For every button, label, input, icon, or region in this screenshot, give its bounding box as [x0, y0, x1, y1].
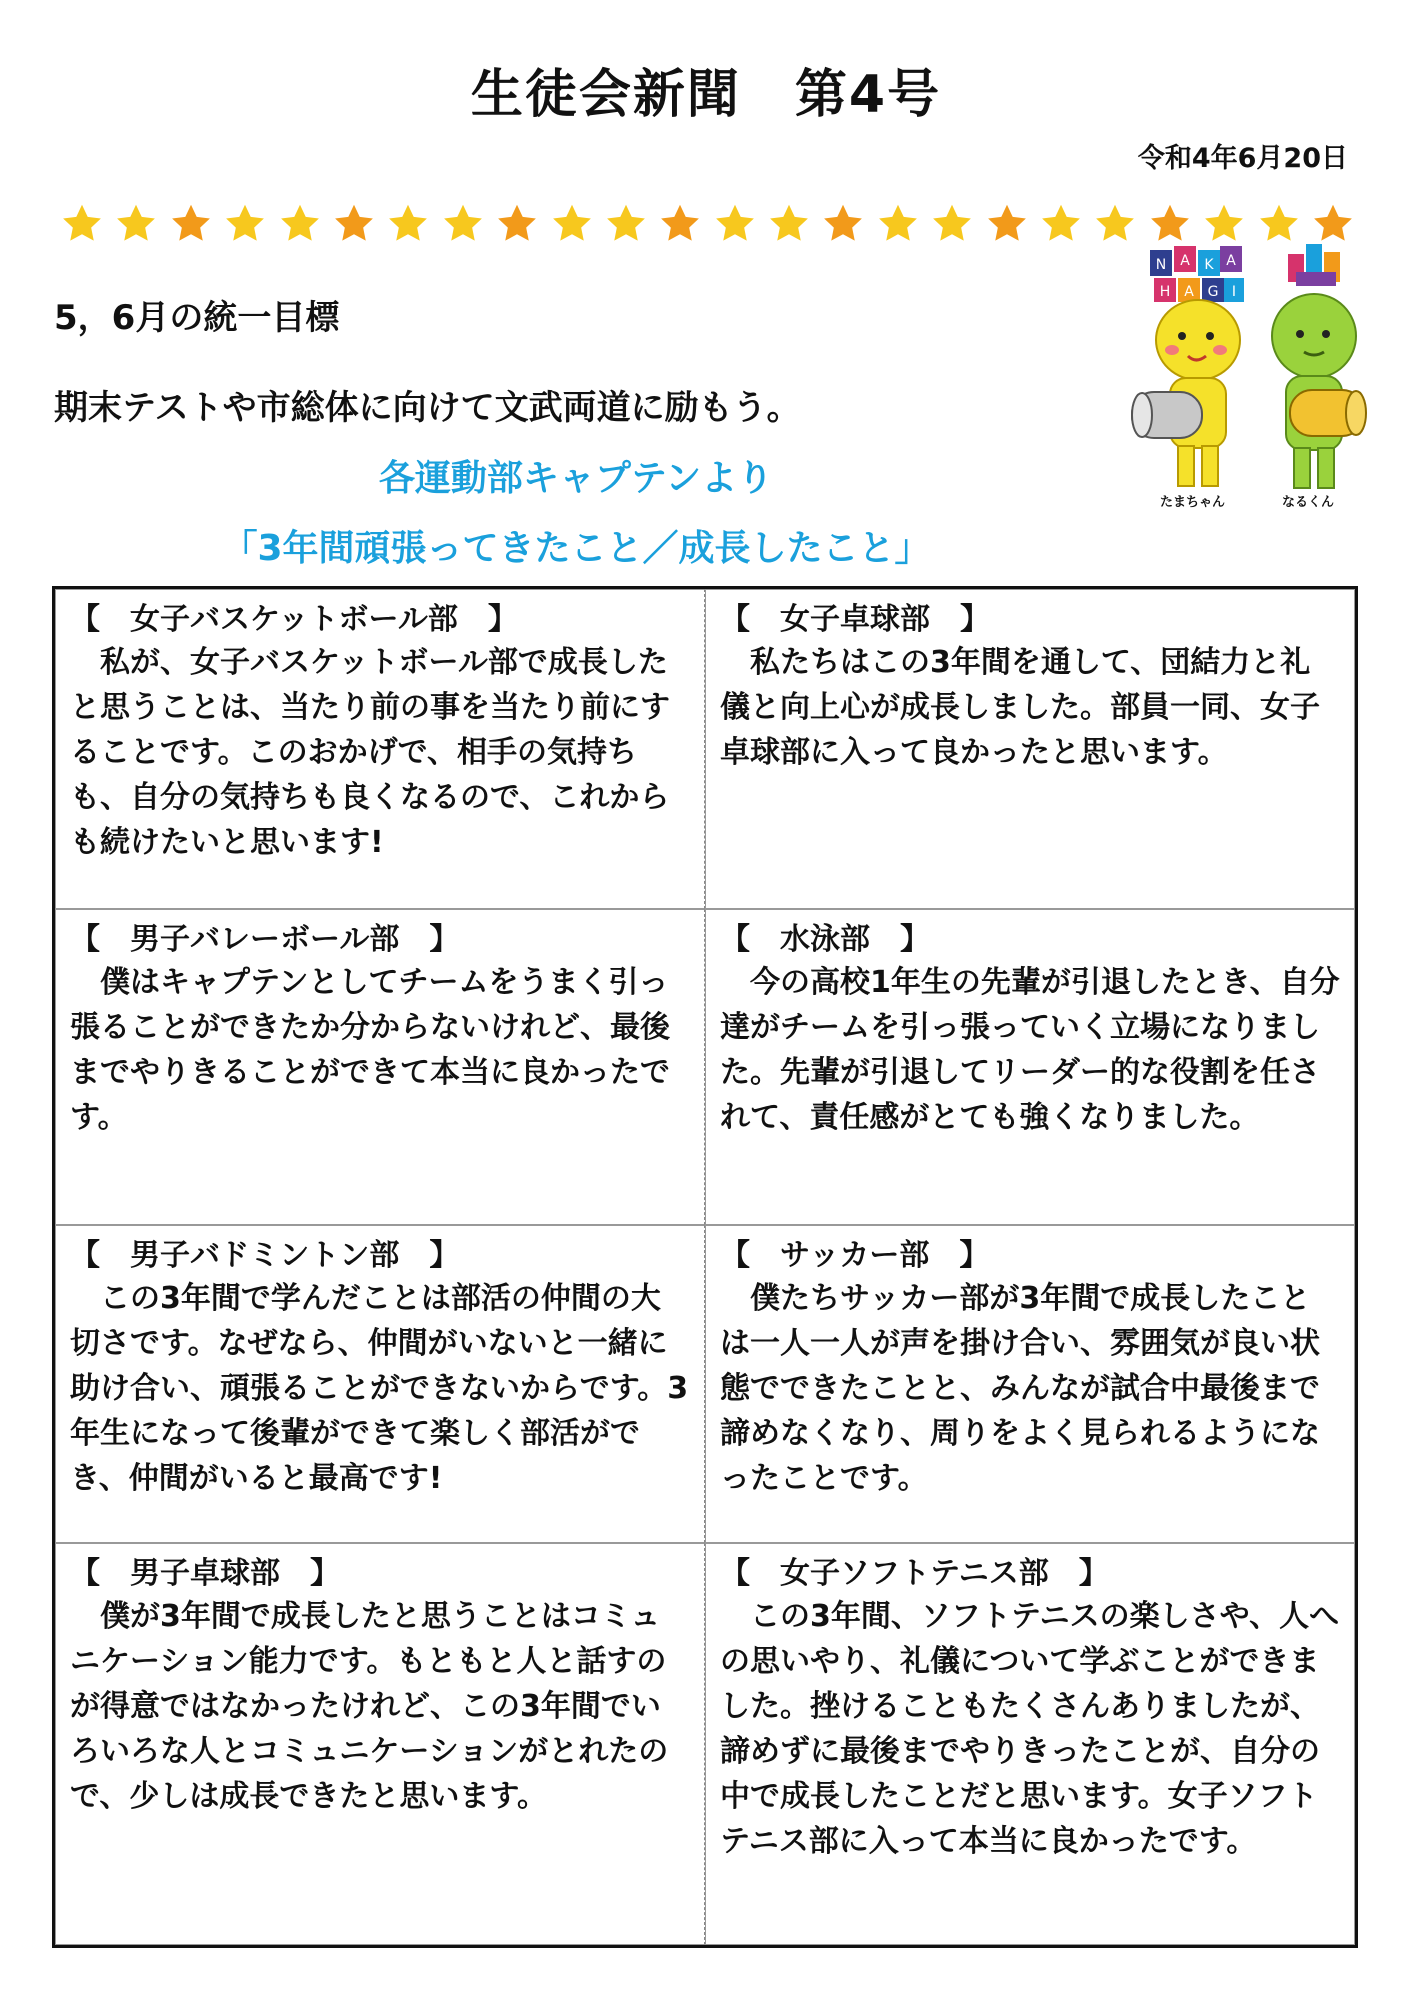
club-title: 【 サッカー部 】 [720, 1238, 990, 1273]
club-message: この3年間、ソフトテニスの楽しさや、人への思いやり、礼儀について学ぶことができました。挫けることもたくさんありましたが、諦めずに最後までやりきったことが、自分の中で成長したことだと思います。女子ソフトテニス部に入って本当に良かったです。 [720, 1599, 1340, 1859]
club-message: 僕たちサッカー部が3年間で成長したことは一人一人が声を掛け合い、雰囲気が良い状態でできたことと、みんなが試合中最後まで諦めなくなり、周りをよく見られるようになったことです。 [720, 1281, 1320, 1496]
club-message: 私が、女子バスケットボール部で成長したと思うことは、当たり前の事を当たり前にすることです。このおかげで、相手の気持ちも、自分の気持ちも良くなるので、これからも続けたいと思います! [70, 645, 670, 860]
issue-date: 令和4年6月20日 [1137, 143, 1348, 174]
club-title: 【 女子卓球部 】 [720, 602, 990, 637]
club-message: 僕が3年間で成長したと思うことはコミュニケーション能力です。もともと人と話すのが得意ではなかったけれど、この3年間でいろいろな人とコミュニケーションがとれたので、少しは成長できたと思います。 [70, 1599, 669, 1814]
club-message: 私たちはこの3年間を通して、団結力と礼儀と向上心が成長しました。部員一同、女子卓球部に入って良かったと思います。 [720, 645, 1320, 770]
section-subtitle: 各運動部キャプテンより [378, 458, 774, 499]
mascot-sign-icon [1150, 246, 1244, 302]
star-icon [767, 202, 811, 246]
star-icon [60, 202, 104, 246]
club-title: 【 男子バドミントン部 】 [70, 1238, 460, 1273]
club-title: 【 水泳部 】 [720, 922, 930, 957]
goal-text: 期末テストや市総体に向けて文武両道に励もう。 [54, 388, 801, 428]
star-icon [386, 202, 430, 246]
star-icon [495, 202, 539, 246]
newsletter-title: 生徒会新聞 第4号 [470, 65, 942, 125]
club-title: 【 男子バレーボール部 】 [70, 922, 460, 957]
star-icon [713, 202, 757, 246]
section-subtitle-2: 「3年間頑張ってきたこと／成長したこと」 [221, 528, 931, 569]
club-cell [55, 1543, 705, 1945]
sign-letter: A [1226, 253, 1236, 269]
star-icon [169, 202, 213, 246]
club-message: 今の高校1年生の先輩が引退したとき、自分達がチームを引っ張っていく立場になりました。先輩が引退してリーダー的な役割を任されて、責任感がとても強くなりました。 [720, 965, 1340, 1135]
club-title: 【 女子ソフトテニス部 】 [720, 1556, 1109, 1591]
sign-letter: I [1231, 284, 1237, 300]
club-cell [55, 589, 705, 909]
star-icon [114, 202, 158, 246]
sign-letter: N [1155, 257, 1167, 273]
sign-letter: A [1184, 284, 1194, 300]
star-icon [223, 202, 267, 246]
club-cell [705, 1543, 1355, 1945]
club-cell [55, 1225, 705, 1543]
star-icon [604, 202, 648, 246]
star-icon [821, 202, 865, 246]
club-cell [55, 909, 705, 1225]
star-icon [550, 202, 594, 246]
star-icon [985, 202, 1029, 246]
mascot-illustration [1120, 240, 1370, 510]
star-icon [441, 202, 485, 246]
sign-letter: K [1204, 257, 1214, 273]
club-title: 【 男子卓球部 】 [70, 1556, 340, 1591]
mascot-label-right: なるくん [1282, 495, 1335, 510]
club-cell [705, 1225, 1355, 1543]
star-icon [876, 202, 920, 246]
sign-letter: G [1207, 284, 1219, 300]
goal-heading: 5，6月の統一目標 [54, 298, 340, 338]
star-icon [930, 202, 974, 246]
star-icon [658, 202, 702, 246]
star-icon [278, 202, 322, 246]
star-icon [1039, 202, 1083, 246]
club-title: 【 女子バスケットボール部 】 [70, 602, 518, 637]
club-cell [705, 909, 1355, 1225]
sign-letter: H [1159, 284, 1171, 300]
star-icon [332, 202, 376, 246]
mascot-label-left: たまちゃん [1160, 495, 1226, 510]
club-message: 僕はキャプテンとしてチームをうまく引っ張ることができたか分からないけれど、最後までやりきることができて本当に良かったです。 [70, 965, 670, 1135]
club-grid [52, 586, 1358, 1948]
club-message: この3年間で学んだことは部活の仲間の大切さです。なぜなら、仲間がいないと一緒に助け合い、頑張ることができないからです。3年生になって後輩ができて楽しく部活ができ、仲間がいると最高です! [70, 1281, 689, 1496]
club-cell [705, 589, 1355, 909]
sign-letter: A [1180, 253, 1190, 269]
